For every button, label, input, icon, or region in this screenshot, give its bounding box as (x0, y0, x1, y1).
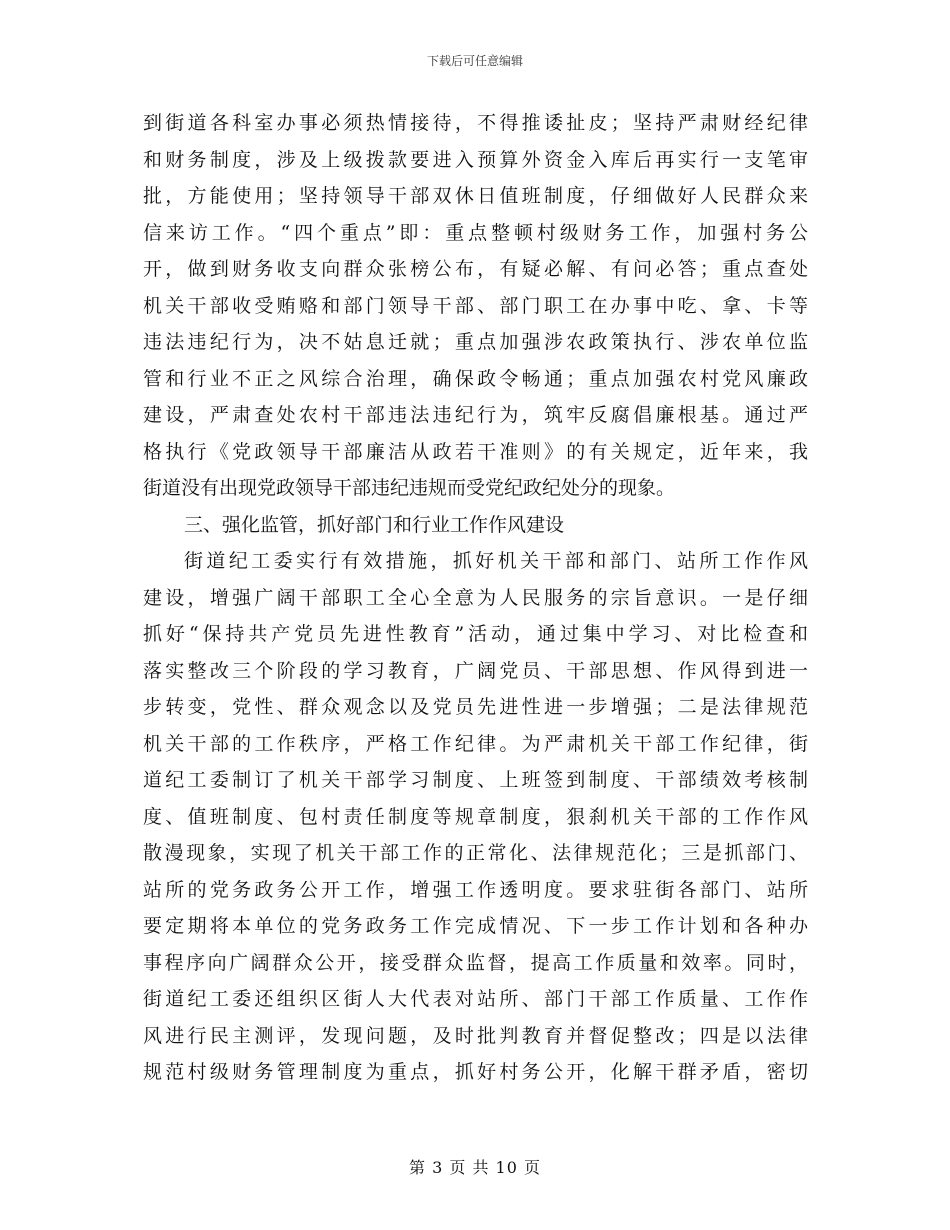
text-line: 到街道各科室办事必须热情接待，不得推诿扯皮；坚持严肃财经纪律 (143, 112, 808, 134)
text-line: 站所的党务政务公开工作，增强工作透明度。要求驻街各部门、站所 (143, 878, 808, 901)
text-line: 街道没有出现党政领导干部违纪违规而受党纪政纪处分的现象。 (143, 477, 676, 499)
text-line: 违法违纪行为，决不姑息迁就；重点加强涉农政策执行、涉农单位监 (143, 331, 808, 353)
text-line: 步转变，党性、群众观念以及党员先进性进一步增强；二是法律规范 (143, 696, 808, 718)
text-line: 建设，严肃查处农村干部违法违纪行为，筑牢反腐倡廉根基。通过严 (143, 404, 808, 426)
document-body (143, 105, 808, 1091)
text-line: 街道纪工委还组织区街人大代表对站所、部门干部工作质量、工作作 (143, 988, 808, 1010)
text-line: 风进行民主测评，发现问题，及时批判教育并督促整改；四是以法律 (143, 1024, 808, 1047)
text-line: 批，方能使用；坚持领导干部双休日值班制度，仔细做好人民群众来 (143, 185, 808, 207)
text-line: 机关干部收受贿赂和部门领导干部、部门职工在办事中吃、拿、卡等 (143, 294, 808, 317)
text-line: 格执行《党政领导干部廉洁从政若干准则》的有关规定，近年来，我 (143, 440, 808, 463)
text-line: 信来访工作。“四个重点”即：重点整顿村级财务工作，加强村务公 (143, 221, 808, 244)
text-line: 度、值班制度、包村责任制度等规章制度，狠刹机关干部的工作作风 (143, 805, 808, 828)
text-line: 散漫现象，实现了机关干部工作的正常化、法律规范化；三是抓部门、 (143, 842, 808, 864)
text-line: 管和行业不正之风综合治理，确保政令畅通；重点加强农村党风廉政 (143, 367, 808, 390)
page-header-note: 下载后可任意编辑 (426, 54, 523, 68)
section-heading: 三、强化监管，抓好部门和行业工作作风建设 (184, 513, 565, 536)
text-line: 街道纪工委实行有效措施，抓好机关干部和部门、站所工作作风 (184, 550, 808, 572)
text-line: 落实整改三个阶段的学习教育，广阔党员、干部思想、作风得到进一 (143, 659, 808, 682)
text-line: 事程序向广阔群众公开，接受群众监督，提高工作质量和效率。同时， (143, 951, 808, 974)
text-line: 道纪工委制订了机关干部学习制度、上班签到制度、干部绩效考核制 (143, 769, 808, 791)
text-line: 要定期将本单位的党务政务工作完成情况、下一步工作计划和各种办 (143, 915, 808, 937)
text-line: 规范村级财务管理制度为重点，抓好村务公开，化解干群矛盾，密切 (143, 1061, 808, 1083)
page-number: 第 3 页 共 10 页 (409, 1158, 541, 1177)
text-line: 和财务制度，涉及上级拨款要进入预算外资金入库后再实行一支笔审 (143, 148, 808, 171)
text-line: 机关干部的工作秩序，严格工作纪律。为严肃机关干部工作纪律，街 (143, 732, 808, 755)
text-line: 抓好“保持共产党员先进性教育”活动，通过集中学习、对比检查和 (143, 623, 808, 645)
text-line: 建设，增强广阔干部职工全心全意为人民服务的宗旨意识。一是仔细 (143, 586, 808, 609)
text-line: 开，做到财务收支向群众张榜公布，有疑必解、有问必答；重点查处 (143, 258, 808, 280)
